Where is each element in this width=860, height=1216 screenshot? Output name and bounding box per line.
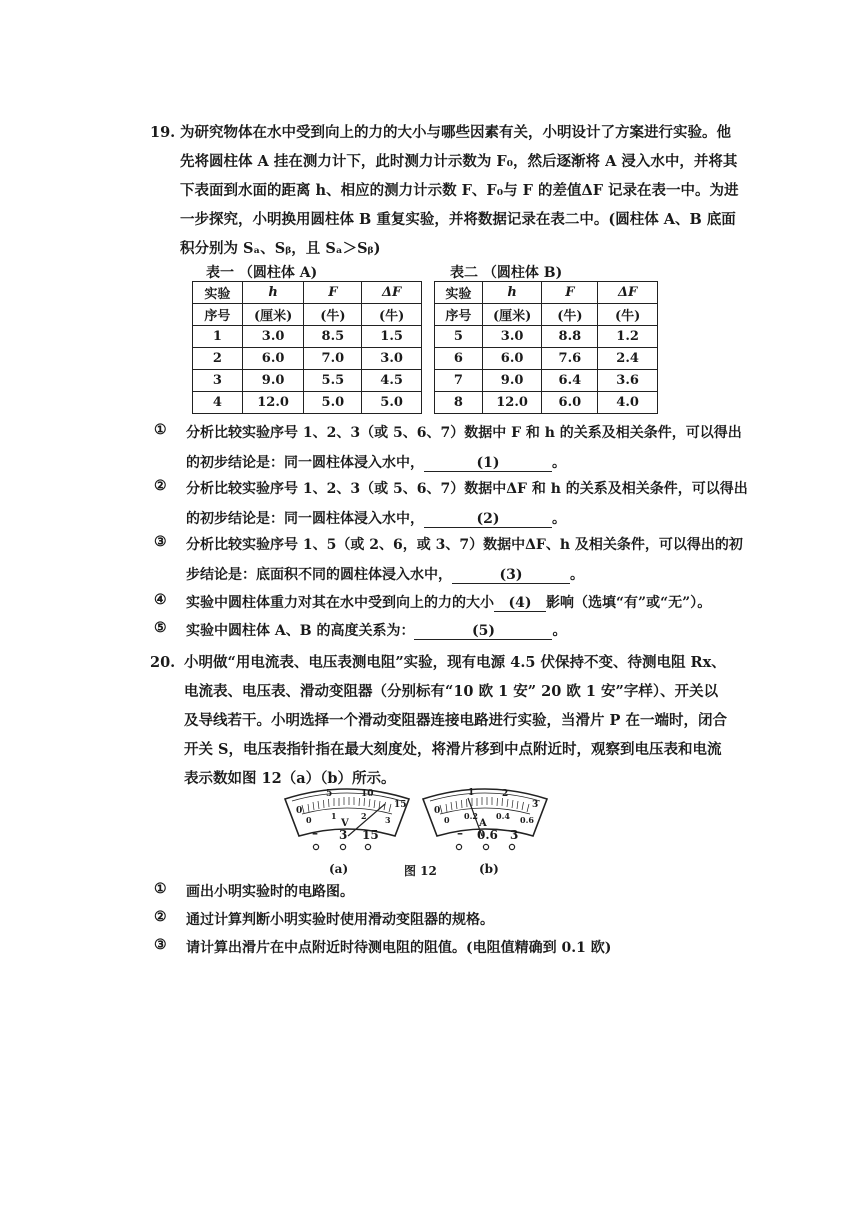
table-header: h (482, 282, 542, 304)
table-header: (牛) (542, 304, 598, 326)
question-text-line: 为研究物体在水中受到向上的力的大小与哪些因素有关，小明设计了方案进行实验。他 (180, 124, 731, 141)
scale-label: 0.6 (520, 815, 534, 825)
table-1-title: 表一 （圆柱体 A) (206, 265, 318, 281)
table-cell: 3 (193, 370, 243, 392)
table-cell: 1.2 (598, 326, 658, 348)
item-text-line-2 (186, 508, 566, 528)
item-text: 请计算出滑片在中点附近时待测电阻的阻值。(电阻值精确到 0.1 欧) (186, 940, 612, 956)
table-header: (牛) (598, 304, 658, 326)
scale-label: 3 (385, 815, 391, 825)
terminal-label: – (312, 826, 318, 840)
table-cell: 3.0 (242, 326, 304, 348)
terminal-posts (310, 842, 376, 852)
table-cell: 3.0 (482, 326, 542, 348)
table-cell: 2 (193, 348, 243, 370)
item-text: 的初步结论是：同一圆柱体浸入水中， (186, 455, 424, 471)
item-text-line-2 (186, 564, 584, 584)
table-cell: 6.0 (542, 392, 598, 414)
scale-label: 0 (434, 806, 441, 816)
table-cell: 6 (435, 348, 483, 370)
item-marker: ⑤ (154, 620, 167, 636)
scale-label: 1 (468, 788, 475, 798)
table-cell: 7 (435, 370, 483, 392)
table-cell: 4.5 (362, 370, 422, 392)
table-header: F (542, 282, 598, 304)
item-text: 影响（选填“有”或“无”）。 (546, 595, 712, 611)
table-2 (434, 281, 658, 414)
item-marker: ① (154, 422, 167, 438)
scale-label: 2 (361, 811, 367, 821)
scale-label: 10 (361, 789, 374, 799)
table-cell: 6.0 (482, 348, 542, 370)
answer-blank-3[interactable]: (3) (452, 567, 570, 584)
item-text: 的初步结论是：同一圆柱体浸入水中， (186, 511, 424, 527)
item-text-line (186, 592, 711, 612)
table-cell: 3.6 (598, 370, 658, 392)
question-text-line: 小明做“用电流表、电压表测电阻”实验，现有电源 4.5 伏保持不变、待测电阻 Rx、 (184, 654, 726, 671)
scale-label: 0 (444, 815, 450, 825)
table-cell: 5.5 (304, 370, 362, 392)
scale-label: 1 (331, 811, 337, 821)
item-text: 画出小明实验时的电路图。 (186, 884, 354, 900)
question-text-line: 及导线若干。小明选择一个滑动变阻器连接电路进行实验，当滑片 P 在一端时，闭合 (184, 712, 727, 729)
table-cell: 12.0 (242, 392, 304, 414)
item-text: 。 (570, 567, 584, 583)
table-cell: 2.4 (598, 348, 658, 370)
scale-label: 15 (394, 800, 407, 810)
table-cell: 9.0 (242, 370, 304, 392)
table-cell: 8.8 (542, 326, 598, 348)
table-cell: 6.4 (542, 370, 598, 392)
question-number: 19. (150, 124, 176, 141)
terminal-label: – (457, 826, 463, 840)
table-cell: 4.0 (598, 392, 658, 414)
meter-letter: V (341, 818, 349, 829)
table-cell: 3.0 (362, 348, 422, 370)
item-marker: ③ (154, 937, 167, 953)
table-cell: 1 (193, 326, 243, 348)
table-cell: 4 (193, 392, 243, 414)
item-marker: ① (154, 881, 167, 897)
item-text-line-2 (186, 452, 566, 472)
table-header: 实验 (435, 282, 483, 304)
terminal-posts (453, 842, 519, 852)
table-cell: 5.0 (362, 392, 422, 414)
terminal-label: 0.6 (477, 828, 498, 842)
item-text-line (186, 620, 566, 640)
table-cell: 5 (435, 326, 483, 348)
figure-caption-a: (a) (329, 862, 349, 876)
item-text: 分析比较实验序号 1、5（或 2、6，或 3、7）数据中ΔF、h 及相关条件，可以得出的初 (186, 537, 743, 553)
figure-title: 图 12 (404, 864, 437, 878)
scale-label: 5 (326, 789, 333, 799)
figure-caption-b: (b) (479, 862, 499, 876)
answer-blank-1[interactable]: (1) (424, 455, 552, 472)
table-cell: 1.5 (362, 326, 422, 348)
question-text-line: 一步探究，小明换用圆柱体 B 重复实验，并将数据记录在表二中。(圆柱体 A、B 底面 (180, 211, 736, 228)
table-cell: 8 (435, 392, 483, 414)
table-cell: 6.0 (242, 348, 304, 370)
question-text-line: 下表面到水面的距离 h、相应的测力计示数 F、F₀与 F 的差值ΔF 记录在表一中。为进 (180, 182, 739, 199)
scale-label: 0.4 (496, 811, 510, 821)
item-text: 分析比较实验序号 1、2、3（或 5、6、7）数据中ΔF 和 h 的关系及相关条件，可以得出 (186, 481, 748, 497)
item-marker: ④ (154, 592, 167, 608)
item-text: 。 (552, 623, 567, 639)
item-text: 实验中圆柱体重力对其在水中受到向上的力的大小 (186, 595, 494, 611)
item-text: 。 (552, 511, 566, 527)
item-text: 实验中圆柱体 A、B 的高度关系为： (186, 623, 415, 639)
question-text-line: 先将圆柱体 A 挂在测力计下，此时测力计示数为 F₀，然后逐渐将 A 浸入水中，并将其 (180, 153, 738, 170)
question-number: 20. (150, 654, 176, 671)
table-cell: 7.0 (304, 348, 362, 370)
table-cell: 5.0 (304, 392, 362, 414)
terminal-label: 15 (362, 828, 379, 842)
table-header: 序号 (435, 304, 483, 326)
table-1 (192, 281, 422, 414)
item-text: 。 (552, 455, 566, 471)
scale-label: 3 (532, 800, 539, 810)
table-header: (厘米) (482, 304, 542, 326)
table-cell: 7.6 (542, 348, 598, 370)
meter-letter: A (479, 818, 487, 829)
question-text-line: 开关 S，电压表指针指在最大刻度处，将滑片移到中点附近时，观察到电压表和电流 (184, 741, 722, 758)
scale-label: 0.2 (464, 811, 478, 821)
table-cell: 12.0 (482, 392, 542, 414)
answer-blank-4[interactable]: (4) (494, 595, 546, 612)
item-text: 通过计算判断小明实验时使用滑动变阻器的规格。 (186, 912, 494, 928)
scale-label: 0 (296, 806, 303, 816)
terminal-label: 3 (510, 828, 519, 842)
terminal-label: 3 (339, 828, 348, 842)
table-header: 序号 (193, 304, 243, 326)
item-marker: ② (154, 478, 167, 494)
table-2-title: 表二 （圆柱体 B) (450, 265, 563, 281)
table-header: F (304, 282, 362, 304)
answer-blank-2[interactable]: (2) (424, 511, 552, 528)
table-header: (厘米) (242, 304, 304, 326)
scale-label: 2 (502, 789, 509, 799)
table-header: 实验 (193, 282, 243, 304)
table-header: (牛) (304, 304, 362, 326)
item-text: 分析比较实验序号 1、2、3（或 5、6、7）数据中 F 和 h 的关系及相关条件，可以得出 (186, 425, 742, 441)
item-marker: ② (154, 909, 167, 925)
table-header: ΔF (598, 282, 658, 304)
scale-label: 0 (306, 815, 312, 825)
table-header: h (242, 282, 304, 304)
answer-blank-5[interactable]: (5) (414, 623, 552, 640)
table-cell: 9.0 (482, 370, 542, 392)
item-text: 步结论是：底面积不同的圆柱体浸入水中， (186, 567, 452, 583)
item-marker: ③ (154, 534, 167, 550)
table-cell: 8.5 (304, 326, 362, 348)
question-text-line: 表示数如图 12（a）（b）所示。 (184, 770, 396, 787)
table-header: (牛) (362, 304, 422, 326)
question-text-line: 电流表、电压表、滑动变阻器（分别标有“10 欧 1 安” 20 欧 1 安”字样）、开关以 (184, 683, 719, 700)
table-header: ΔF (362, 282, 422, 304)
question-text-line: 积分别为 Sₐ、Sᵦ，且 Sₐ＞Sᵦ) (180, 240, 381, 257)
